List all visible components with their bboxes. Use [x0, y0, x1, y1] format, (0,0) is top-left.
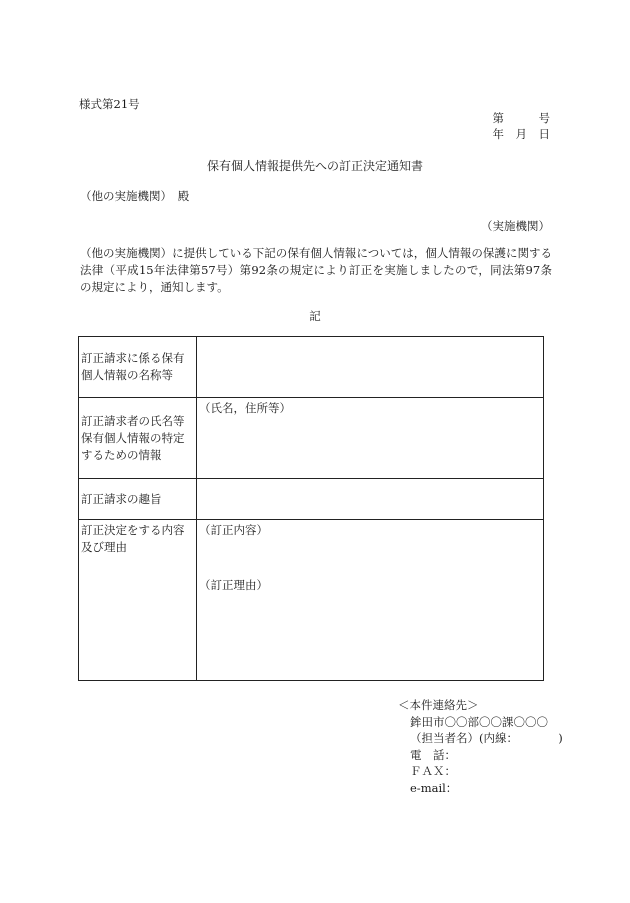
document-date: 年 月 日	[492, 127, 550, 141]
contact-heading: ＜本件連絡先＞	[398, 698, 479, 712]
row-value-decision	[197, 520, 544, 681]
table-row	[79, 337, 544, 398]
correction-reason-note: （訂正理由）	[199, 578, 268, 592]
row-value-purpose	[197, 479, 544, 520]
document-number: 第 号	[492, 111, 550, 125]
row-label-purpose: 訂正請求の趣旨	[79, 479, 197, 520]
addressee: （他の実施機関） 殿	[80, 189, 190, 203]
row-label-decision: 訂正決定をする内容及び理由	[79, 520, 197, 681]
contact-fax: ＦＡＸ：	[410, 764, 456, 778]
table-row	[79, 479, 544, 520]
contact-phone: 電 話：	[410, 747, 456, 762]
ki-heading: 記	[309, 309, 321, 323]
contact-person: （担当者名）(内線： )	[410, 731, 563, 745]
contact-block	[398, 697, 563, 796]
row-value-info-name	[197, 337, 544, 398]
form-number: 様式第21号	[79, 97, 140, 111]
row-label-info-name: 訂正請求に係る保有個人情報の名称等	[79, 337, 197, 398]
row-value-requester	[197, 398, 544, 479]
table-row	[79, 398, 544, 479]
correction-table	[78, 336, 544, 681]
sender-agency: （実施機関）	[481, 219, 550, 233]
contact-email: e-mail：	[410, 780, 458, 795]
contact-department: 鉾田市〇〇部〇〇課〇〇〇	[410, 714, 548, 729]
document-title: 保有個人情報提供先への訂正決定通知書	[206, 159, 423, 173]
requester-note: （氏名，住所等）	[199, 401, 291, 415]
row-label-requester: 訂正請求者の氏名等保有個人情報の特定するための情報	[79, 398, 197, 479]
body-paragraph: （他の実施機関）に提供している下記の保有個人情報については，個人情報の保護に関する法律（平成15年法律第57号）第92条の規定により訂正を実施しましたので，同法第97条の規定により，通知します。	[80, 246, 552, 294]
correction-content-note: （訂正内容）	[199, 523, 268, 537]
table-row	[79, 520, 544, 681]
